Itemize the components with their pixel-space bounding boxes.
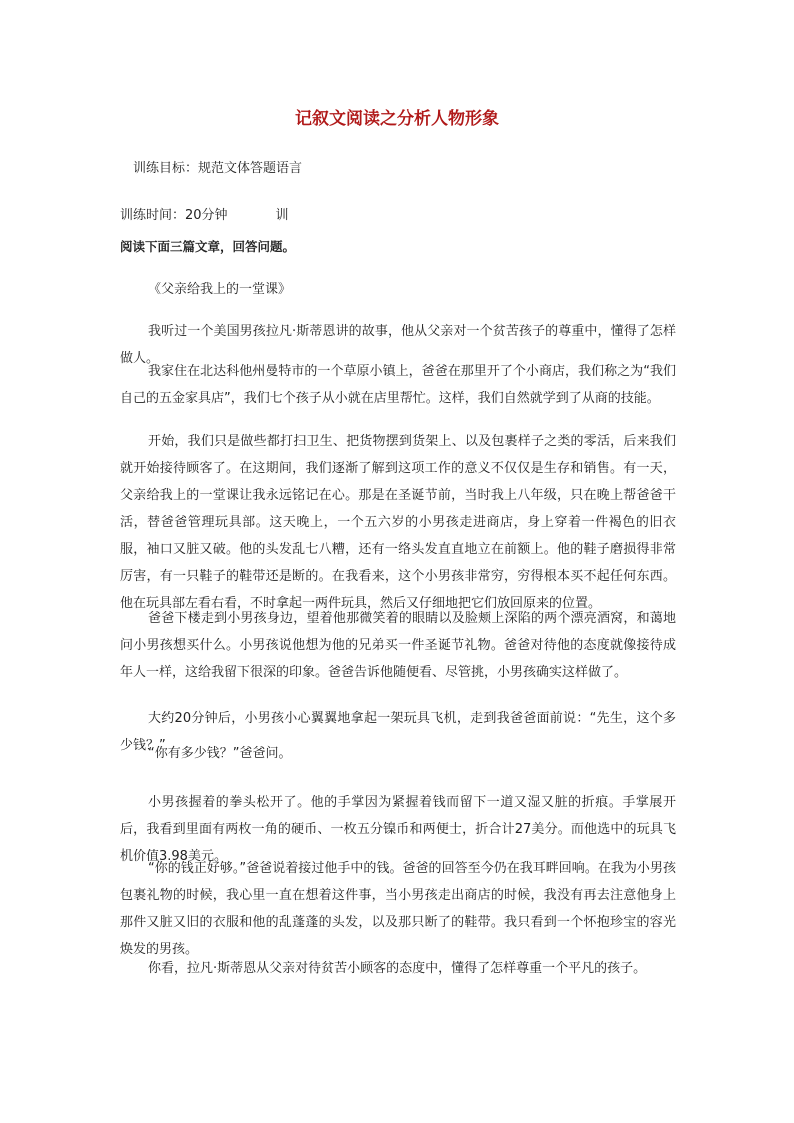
paragraph: “你的钱正好够。”爸爸说着接过他手中的钱。爸爸的回答至今仍在我耳畔回响。在我为小男孩包裹礼物的时候，我心里一直在想着这件事，当小男孩走出商店的时候，我没有再去注意他身上那件又脏又旧的衣服和他的乱蓬蓬的头发，以及那只断了的鞋带。我只看到一个怀抱珍宝的容光焕发的男孩。 [120, 861, 676, 957]
paragraph: 你看，拉凡·斯蒂恩从父亲对待贫苦小顾客的态度中，懂得了怎样尊重一个平凡的孩子。 [148, 961, 647, 976]
paragraph: 小男孩握着的拳头松开了。他的手掌因为紧握着钱而留下一道又湿又脏的折痕。手掌展开后，我看到里面有两枚一角的硬币、一枚五分镍币和两便士，折合计27美分。而他选中的玩具飞机价值3.98美元。 [120, 795, 676, 864]
training-time-label: 训练时间：20分钟 [120, 208, 228, 223]
reading-instruction: 阅读下面三篇文章，回答问题。 [120, 239, 296, 254]
document-title: 记叙文阅读之分析人物形象 [295, 109, 499, 129]
paragraph: 大约20分钟后，小男孩小心翼翼地拿起一架玩具飞机，走到我爸爸面前说：“先生，这个多少钱？” [120, 711, 676, 753]
paragraph: 爸爸下楼走到小男孩身边，望着他那微笑着的眼睛以及脸颊上深陷的两个漂亮酒窝，和蔼地问小男孩想买什么。小男孩说他想为他的兄弟买一件圣诞节礼物。爸爸对待他的态度就像接待成年人一样，这给我留下很深的印象。爸爸告诉他随便看、尽管挑，小男孩确实这样做了。 [120, 611, 676, 680]
paragraph: 我家住在北达科他州曼特市的一个草原小镇上，爸爸在那里开了个小商店，我们称之为“我们自己的五金家具店”，我们七个孩子从小就在店里帮忙。这样，我们自然就学到了从商的技能。 [120, 364, 676, 406]
training-time-tail: 训 [275, 208, 289, 223]
training-time [120, 203, 289, 229]
paragraph: 我听过一个美国男孩拉凡·斯蒂恩讲的故事，他从父亲对一个贫苦孩子的尊重中，懂得了怎样做人。 [120, 324, 676, 366]
training-goal: 训练目标：规范文体答题语言 [133, 161, 303, 176]
story-title: 《父亲给我上的一堂课》 [148, 282, 292, 297]
paragraph: “你有多少钱？”爸爸问。 [148, 746, 292, 761]
paragraph: 开始，我们只是做些都打扫卫生、把货物摆到货架上、以及包裹样子之类的零活，后来我们就开始接待顾客了。在这期间，我们逐渐了解到这项工作的意义不仅仅是生存和销售。有一天，父亲给我上的一堂课让我永远铭记在心。那是在圣诞节前，当时我上八年级，只在晚上帮爸爸干活，替爸爸管理玩具部。这天晚上，一个五六岁的小男孩走进商店，身上穿着一件褐色的旧衣服，袖口又脏又破。他的头发乱七八糟，还有一络头发直直地立在前额上。他的鞋子磨损得非常厉害，有一只鞋子的鞋带还是断的。在我看来，这个小男孩非常穷，穷得根本买不起任何东西。他在玩具部左看右看，不时拿起一两件玩具，然后又仔细地把它们放回原来的位置。 [120, 434, 676, 611]
